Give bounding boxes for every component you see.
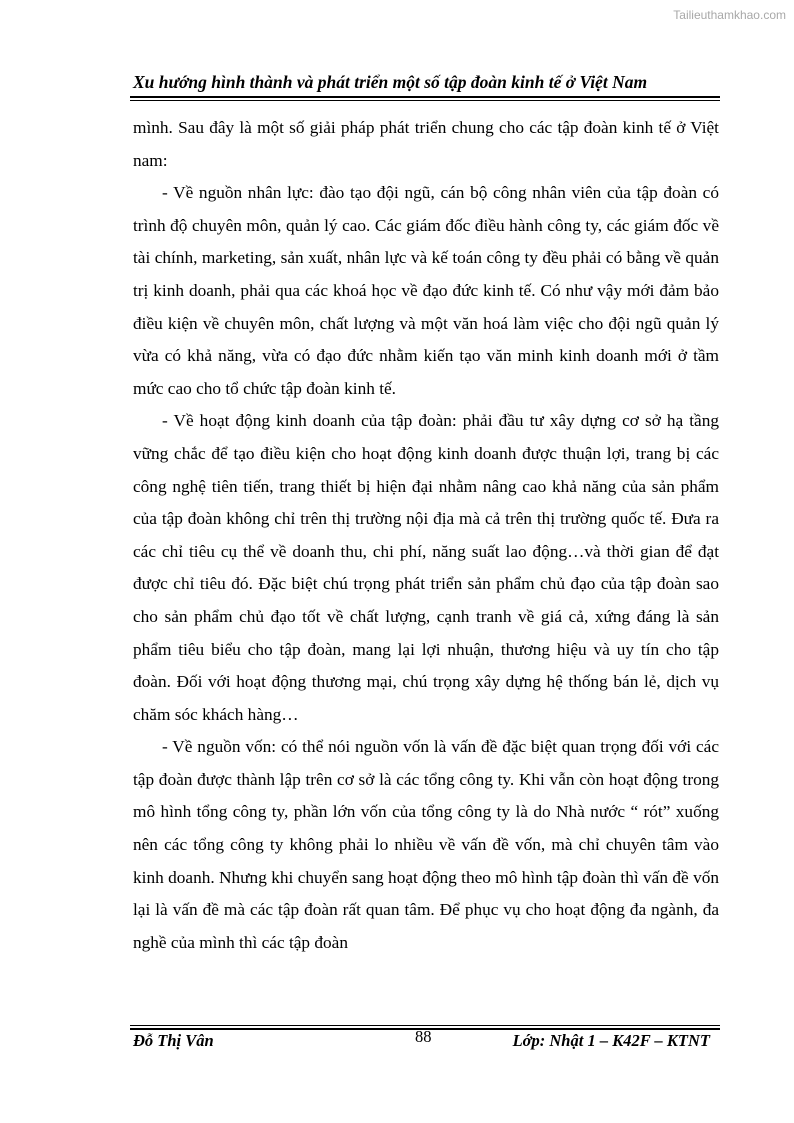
page-number: 88 xyxy=(415,1027,432,1046)
header-rule-thick xyxy=(130,96,720,98)
paragraph-capital: - Về nguồn vốn: có thể nói nguồn vốn là vấn đề đặc biệt quan trọng đối với các tập đoàn được thành lập trên cơ sở là các tổng công ty. Khi vẫn còn hoạt động trong mô hình tổng công ty, phần lớn vốn của tổng công ty là do Nhà nước “ rót” xuống nên các tổng công ty không phải lo nhiều về vấn đề vốn, mà chỉ chuyên tâm vào kinh doanh. Nhưng khi chuyển sang hoạt động theo mô hình tập đoàn thì vấn đề vốn lại là vấn đề mà các tập đoàn rất quan tâm. Để phục vụ cho hoạt động đa ngành, đa nghề của mình thì các tập đoàn xyxy=(133,737,719,952)
paragraph-human-resources: - Về nguồn nhân lực: đào tạo đội ngũ, cán bộ công nhân viên của tập đoàn có trình độ chuyên môn, quản lý cao. Các giám đốc điều hành công ty, các giám đốc về tài chính, marketing, sản xuất, nhân lực và kế toán công ty đều phải có bằng về quản trị kinh doanh, phải qua các khoá học về đạo đức kinh tế. Có như vậy mới đảm bảo điều kiện về chuyên môn, chất lượng và một văn hoá làm việc cho đội ngũ quản lý vừa có khả năng, vừa có đạo đức nhằm kiến tạo văn minh kinh doanh mới ở tầm mức cao cho tổ chức tập đoàn kinh tế. xyxy=(133,183,719,398)
page-footer xyxy=(133,1027,720,1054)
body-text xyxy=(133,112,719,959)
header-rule-thin xyxy=(130,100,720,101)
running-header-title: Xu hướng hình thành và phát triển một số tập đoàn kinh tế ở Việt Nam xyxy=(133,72,648,92)
footer-class-label: Lớp: Nhật 1 – K42F – KTNT xyxy=(512,1031,710,1050)
footer-author: Đỗ Thị Vân xyxy=(133,1031,214,1050)
paragraph-continuation: mình. Sau đây là một số giải pháp phát triển chung cho các tập đoàn kinh tế ở Việt nam: xyxy=(133,118,719,170)
footer-rule-thin xyxy=(130,1025,720,1026)
paragraph-business-activity: - Về hoạt động kinh doanh của tập đoàn: phải đầu tư xây dựng cơ sở hạ tầng vững chắc để tạo điều kiện cho hoạt động kinh doanh được thuận lợi, trang bị các công nghệ tiên tiến, trang thiết bị hiện đại nhằm nâng cao khả năng của sản phẩm của tập đoàn không chỉ trên thị trường nội địa mà cả trên thị trường quốc tế. Đưa ra các chỉ tiêu cụ thể về doanh thu, chi phí, năng suất lao động…và thời gian để đạt được chỉ tiêu đó. Đặc biệt chú trọng phát triển sản phẩm chủ đạo của tập đoàn sao cho sản phẩm chủ đạo tốt về chất lượng, cạnh tranh về giá cả, xứng đáng là sản phẩm tiêu biểu cho tập đoàn, mang lại lợi nhuận, thương hiệu và uy tín cho tập đoàn. Đối với hoạt động thương mại, chú trọng xây dựng hệ thống bán lẻ, dịch vụ chăm sóc khách hàng… xyxy=(133,411,719,724)
watermark-text: Tailieuthamkhao.com xyxy=(673,8,786,22)
